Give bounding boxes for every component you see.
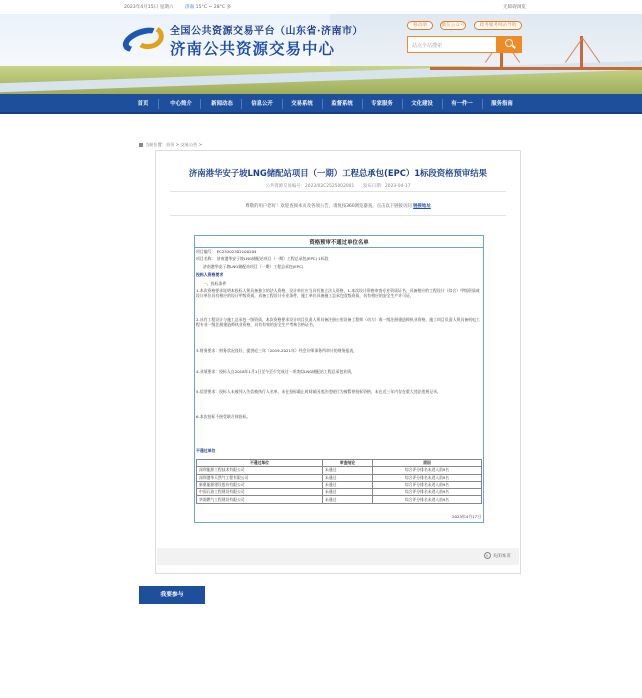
nav-item-one-thing[interactable]: 有一件一: [451, 101, 473, 107]
result-table: [196, 459, 482, 504]
project-name: 项目名称： 济南港华安子坡LNG储配站项目（一期）工程总承包(EPC) 1标段: [196, 256, 329, 261]
breadcrumb: [139, 142, 202, 148]
sub-heading: 一、投标条件: [203, 281, 227, 286]
table-cell: 华润燃气工程建设有限公司: [197, 496, 323, 503]
nav-item-experts[interactable]: 专家服务: [371, 101, 393, 107]
notice-date: 2023年4月17日: [452, 514, 481, 519]
main-nav: [0, 94, 642, 114]
gov-nav-link[interactable]: 政务服务网站导航: [474, 21, 522, 30]
column-header: 原因: [373, 460, 482, 467]
clause-4: 4.业绩要求：投标人自2018年1月1日至今至少完成过一项类似LNG储配站工程总承包业绩，: [196, 369, 355, 374]
table-row: [197, 489, 482, 496]
breadcrumb-text[interactable]: 当前位置：首页 > 交易公告 >: [145, 142, 203, 147]
close-bar: [157, 548, 519, 565]
table-title: 不通过单位: [196, 448, 216, 453]
result-frame: [194, 235, 484, 523]
article-meta: 公共资源交易编号：2023/02C2525002001 发布日期：2023-04-17: [265, 184, 411, 189]
nav-item-news[interactable]: 新闻动态: [211, 101, 233, 107]
table-row: [197, 481, 482, 488]
divider: [170, 215, 506, 216]
close-page-button[interactable]: [484, 552, 511, 559]
nav-separator: [200, 99, 201, 109]
frame-divider: [195, 247, 483, 248]
nav-item-guide[interactable]: 服务指南: [491, 101, 513, 107]
nav-separator: [442, 99, 443, 109]
nav-item-culture[interactable]: 文化建设: [411, 101, 433, 107]
project-number: 项目编号： EC25202302100204: [196, 249, 257, 254]
search-input[interactable]: 站点全站搜索: [407, 36, 497, 53]
search-icon-handle: [512, 45, 516, 49]
nav-separator: [322, 99, 323, 109]
table-header-row: [197, 460, 482, 467]
table-cell: 综合评分排名未进入前9名: [373, 474, 482, 481]
site-title-line1: 全国公共资源交易平台（山东省·济南市）: [170, 26, 363, 37]
accessibility-link[interactable]: 无障碍浏览: [503, 5, 526, 10]
clause-2: 2.具有工程设计与施工总承包一级资质，本次资格要求设计项目负责人须具备注册公用设备工程师（动力）或一级注册建造师执业资格，施工项目负责人须具备机电工程专业一级注册建造师执业资格，具有有效的安全生产考核合格证书，: [196, 317, 480, 328]
weather-city: 济南: [185, 5, 195, 10]
site-logo-icon[interactable]: [122, 23, 168, 53]
table-cell: 未通过: [323, 467, 373, 474]
nav-item-supervision[interactable]: 监督系统: [331, 101, 353, 107]
notice-link[interactable]: 链接地址: [413, 204, 431, 209]
table-cell: 综合评分排名未进入前9名: [373, 489, 482, 496]
table-cell: 未通过: [323, 474, 373, 481]
bid-section: 济南港华安子坡LNG储配站项目（一期）工程总承包(EPC): [203, 264, 304, 269]
table-cell: 深圳能源工程技术有限公司: [197, 467, 323, 474]
search-button[interactable]: [497, 36, 522, 53]
result-frame-title: 资格预审不通过单位名单: [309, 240, 369, 246]
close-label: 关闭本页: [492, 554, 511, 559]
clause-6: 6.本次招标不接受联合体投标。: [196, 414, 251, 419]
nav-separator: [482, 99, 483, 109]
table-cell: 未通过: [323, 496, 373, 503]
top-info-bar: [0, 0, 642, 14]
column-header: 不通过单位: [197, 460, 323, 467]
column-header: 审查结论: [323, 460, 373, 467]
home-icon: [139, 143, 143, 147]
clause-3: 3.财务要求：财务状况良好，提供近三年（2019-2021年）经会计师事务所审计的财务报表，: [196, 348, 358, 353]
nav-separator: [362, 99, 363, 109]
table-row: [197, 496, 482, 503]
article-title: 济南港华安子坡LNG储配站项目（一期）工程总承包(EPC）1标段资格预审结果: [188, 168, 488, 178]
nav-item-home[interactable]: 首页: [137, 101, 149, 107]
table-cell: 新奥能源建设股份有限公司: [197, 481, 323, 488]
table-row: [197, 474, 482, 481]
notice-text: 尊敬的用户您好！欢迎查阅本页及各项公告，请复按360浏览器查。点击以下链接访问: [245, 204, 412, 209]
table-row: [197, 467, 482, 474]
table-cell: 综合评分排名未进入前9名: [373, 467, 482, 474]
nav-separator: [241, 99, 242, 109]
current-date: 2023年4月15日 星期六: [124, 5, 174, 10]
mobile-link[interactable]: 移动端: [407, 21, 433, 30]
nav-separator: [402, 99, 403, 109]
table-cell: 中国石油工程建设有限公司: [197, 489, 323, 496]
site-title-line2: 济南公共资源交易中心: [170, 39, 336, 58]
article-notice: [156, 203, 520, 209]
nav-item-about[interactable]: 中心简介: [170, 101, 192, 107]
table-cell: 未通过: [323, 481, 373, 488]
divider: [170, 191, 506, 192]
nav-separator: [158, 99, 159, 109]
nav-item-info[interactable]: 信息公开: [251, 101, 273, 107]
table-cell: 综合评分排名未进入前9名: [373, 496, 482, 503]
section-heading: 投标人资格要求: [196, 272, 224, 277]
table-cell: 综合评分排名未进入前9名: [373, 481, 482, 488]
nav-separator: [282, 99, 283, 109]
close-icon: ×: [485, 553, 489, 558]
table-cell: 深圳港华天然气工程有限公司: [197, 474, 323, 481]
join-button[interactable]: 我要参与: [139, 586, 205, 604]
wechat-link[interactable]: 微信公众号: [441, 23, 465, 28]
nav-item-trading[interactable]: 交易系统: [291, 101, 313, 107]
weather-info: [185, 4, 231, 10]
clause-5: 5.信誉要求：投标人未被列入失信被执行人名单，未在投标截止时间前因违法违规行为被暂停投标资格，未在近三年内存在重大违法违规记录，: [196, 389, 441, 394]
article-panel: [155, 150, 521, 574]
table-cell: 未通过: [323, 489, 373, 496]
clause-1: 1.本次资格要求说明本投标人须具备独立的法人资格，设计单位应当具有独立法人资格，1.本次设计资格审查专业资质证书，具备相应的工程设计（综合）甲级资质或设计单位具有相应的设计甲级资质，具备工程设计专业条件，施工单位具备施工总承包壹级资质，具有相应的安全生产许可证，: [196, 288, 480, 299]
weather-temp: 15°C ~ 28°C 多: [195, 5, 232, 10]
